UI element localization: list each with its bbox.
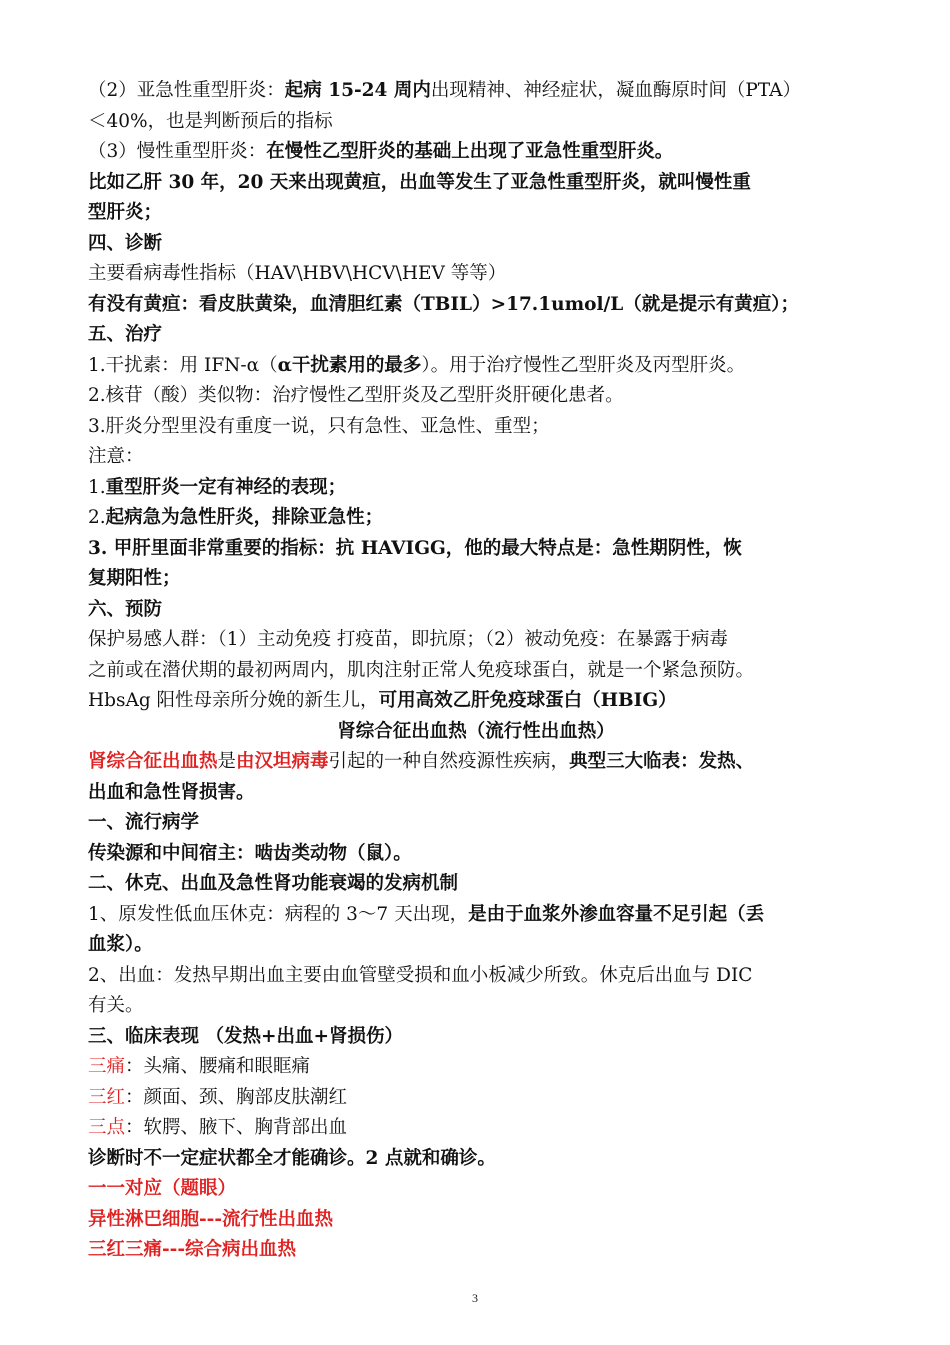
text-run: 二、休克、出血及急性肾功能衰竭的发病机制 [88, 873, 459, 894]
text-run: 三点 [88, 1117, 126, 1138]
text-run: 引起的一种自然疫源性疾病， [328, 751, 570, 772]
text-line [88, 168, 864, 199]
text-run: 1.干扰素：用 IFN-α（ [88, 354, 278, 376]
text-line [88, 503, 864, 534]
text-run: （2）亚急性重型肝炎： [88, 80, 285, 101]
text-line [88, 991, 864, 1022]
text-line [88, 290, 864, 321]
text-line [88, 1052, 864, 1083]
text-line [88, 351, 864, 382]
text-line [88, 656, 864, 687]
text-line [88, 625, 864, 656]
text-line [88, 198, 864, 229]
text-run: 3.肝炎分型里没有重度一说，只有急性、亚急性、重型； [88, 415, 550, 437]
text-run: 2.核苷（酸）类似物：治疗慢性乙型肝炎及乙型肝炎肝硬化患者。 [88, 385, 624, 406]
text-run: ：头痛、腰痛和眼眶痛 [125, 1056, 311, 1077]
text-run: HbsAg 阳性母亲所分娩的新生儿， [88, 690, 379, 711]
text-line [88, 1235, 864, 1266]
text-line [88, 595, 864, 626]
text-line [88, 808, 864, 839]
text-line [88, 1174, 864, 1205]
text-run: 有没有黄疸：看皮肤黄染，血清胆红素（TBIL）>17.1umol/L（就是提示有黄疸）； [88, 293, 800, 315]
text-run: 三、临床表现 （发热+出血+肾损伤） [88, 1025, 403, 1047]
text-run: 在慢性乙型肝炎的基础上出现了亚急性重型肝炎。 [266, 141, 674, 162]
text-line [88, 930, 864, 961]
text-run: 典型三大临表：发热、 [569, 751, 755, 772]
text-run: 血浆）。 [88, 934, 153, 955]
text-line [88, 961, 864, 992]
text-run: 有关。 [88, 995, 144, 1016]
text-run: 保护易感人群：（1）主动免疫 打疫苗，即抗原；（2）被动免疫：在暴露于病毒 [88, 629, 728, 650]
text-run: 之前或在潜伏期的最初两周内，肌肉注射正常人免疫球蛋白，就是一个紧急预防。 [88, 659, 755, 681]
text-run: 三红 [88, 1086, 126, 1108]
page-number: 3 [472, 1291, 478, 1305]
text-line [88, 442, 864, 473]
text-line [88, 717, 864, 748]
text-line [88, 1022, 864, 1053]
text-run: 三痛 [88, 1056, 126, 1077]
text-run: （3）慢性重型肝炎： [88, 141, 267, 162]
text-line [88, 839, 864, 870]
text-run: α干扰素用的最多 [277, 354, 422, 376]
text-line [88, 564, 864, 595]
text-line [88, 1144, 864, 1175]
text-line [88, 1083, 864, 1114]
text-line [88, 1205, 864, 1236]
text-line [88, 137, 864, 168]
text-line [88, 1113, 864, 1144]
text-run: 3. 甲肝里面非常重要的指标：抗 HAVIGG，他的最大特点是：急性期阴性，恢 [88, 537, 742, 559]
text-run: 肾综合征出血热（流行性出血热） [337, 720, 615, 742]
text-run: 起病 15-24 周内 [284, 80, 431, 101]
text-run: 异性淋巴细胞---流行性出血热 [88, 1208, 334, 1230]
text-run: 一、流行病学 [88, 812, 200, 833]
document-page [88, 76, 864, 1266]
text-line [88, 259, 864, 290]
text-run: 传染源和中间宿主：啮齿类动物（鼠）。 [88, 842, 412, 864]
text-run: 1、原发性低血压休克：病程的 3～7 天出现， [88, 903, 469, 925]
text-run: 是 [217, 751, 237, 772]
text-run: 主要看病毒性指标（HAV\HBV\HCV\HEV 等等） [88, 263, 507, 284]
text-run: 肾综合征出血热 [88, 751, 218, 772]
text-run: 重型肝炎一定有神经的表现； [105, 476, 347, 498]
text-run: 五、治疗 [88, 324, 163, 345]
text-run: 是由于血浆外渗血容量不足引起（丢 [468, 903, 765, 925]
text-run: ）。用于治疗慢性乙型肝炎及丙型肝炎。 [421, 354, 746, 376]
text-line [88, 229, 864, 260]
text-run: 比如乙肝 30 年，20 天来出现黄疸，出血等发生了亚急性重型肝炎，就叫慢性重 [88, 171, 751, 193]
text-line [88, 534, 864, 565]
text-run: 可用高效乙肝免疫球蛋白（HBIG） [378, 690, 677, 711]
text-run: 型肝炎； [88, 202, 163, 223]
text-run: 诊断时不一定症状都全才能确诊。2 点就和确诊。 [88, 1147, 496, 1169]
text-run: ＜40%，也是判断预后的指标 [88, 110, 333, 132]
text-line [88, 381, 864, 412]
text-run: 三红三痛---综合病出血热 [88, 1239, 297, 1260]
text-run: ：颜面、颈、胸部皮肤潮红 [125, 1086, 348, 1108]
text-line [88, 869, 864, 900]
text-line [88, 473, 864, 504]
text-line [88, 320, 864, 351]
text-line [88, 778, 864, 809]
text-run: 四、诊断 [88, 232, 163, 254]
text-run: 2. [88, 507, 106, 528]
text-line [88, 76, 864, 107]
text-run: 由汉坦病毒 [236, 751, 329, 772]
text-line [88, 686, 864, 717]
text-line [88, 107, 864, 138]
text-run: 复期阳性； [88, 568, 181, 589]
text-run: 六、预防 [88, 598, 163, 620]
text-run: ：软腭、腋下、胸背部出血 [125, 1117, 348, 1138]
text-run: 出血和急性肾损害。 [88, 781, 255, 803]
text-run: 出现精神、神经症状，凝血酶原时间（PTA） [430, 80, 801, 101]
text-run: 2、出血：发热早期出血主要由血管壁受损和血小板减少所致。休克后出血与 DIC [88, 964, 753, 986]
text-run: 注意： [88, 446, 144, 467]
text-line [88, 900, 864, 931]
text-line [88, 412, 864, 443]
text-line [88, 747, 864, 778]
text-run: 起病急为急性肝炎，排除亚急性； [105, 507, 384, 528]
text-run: 一一对应（题眼） [88, 1178, 237, 1199]
text-run: 1. [88, 476, 106, 498]
